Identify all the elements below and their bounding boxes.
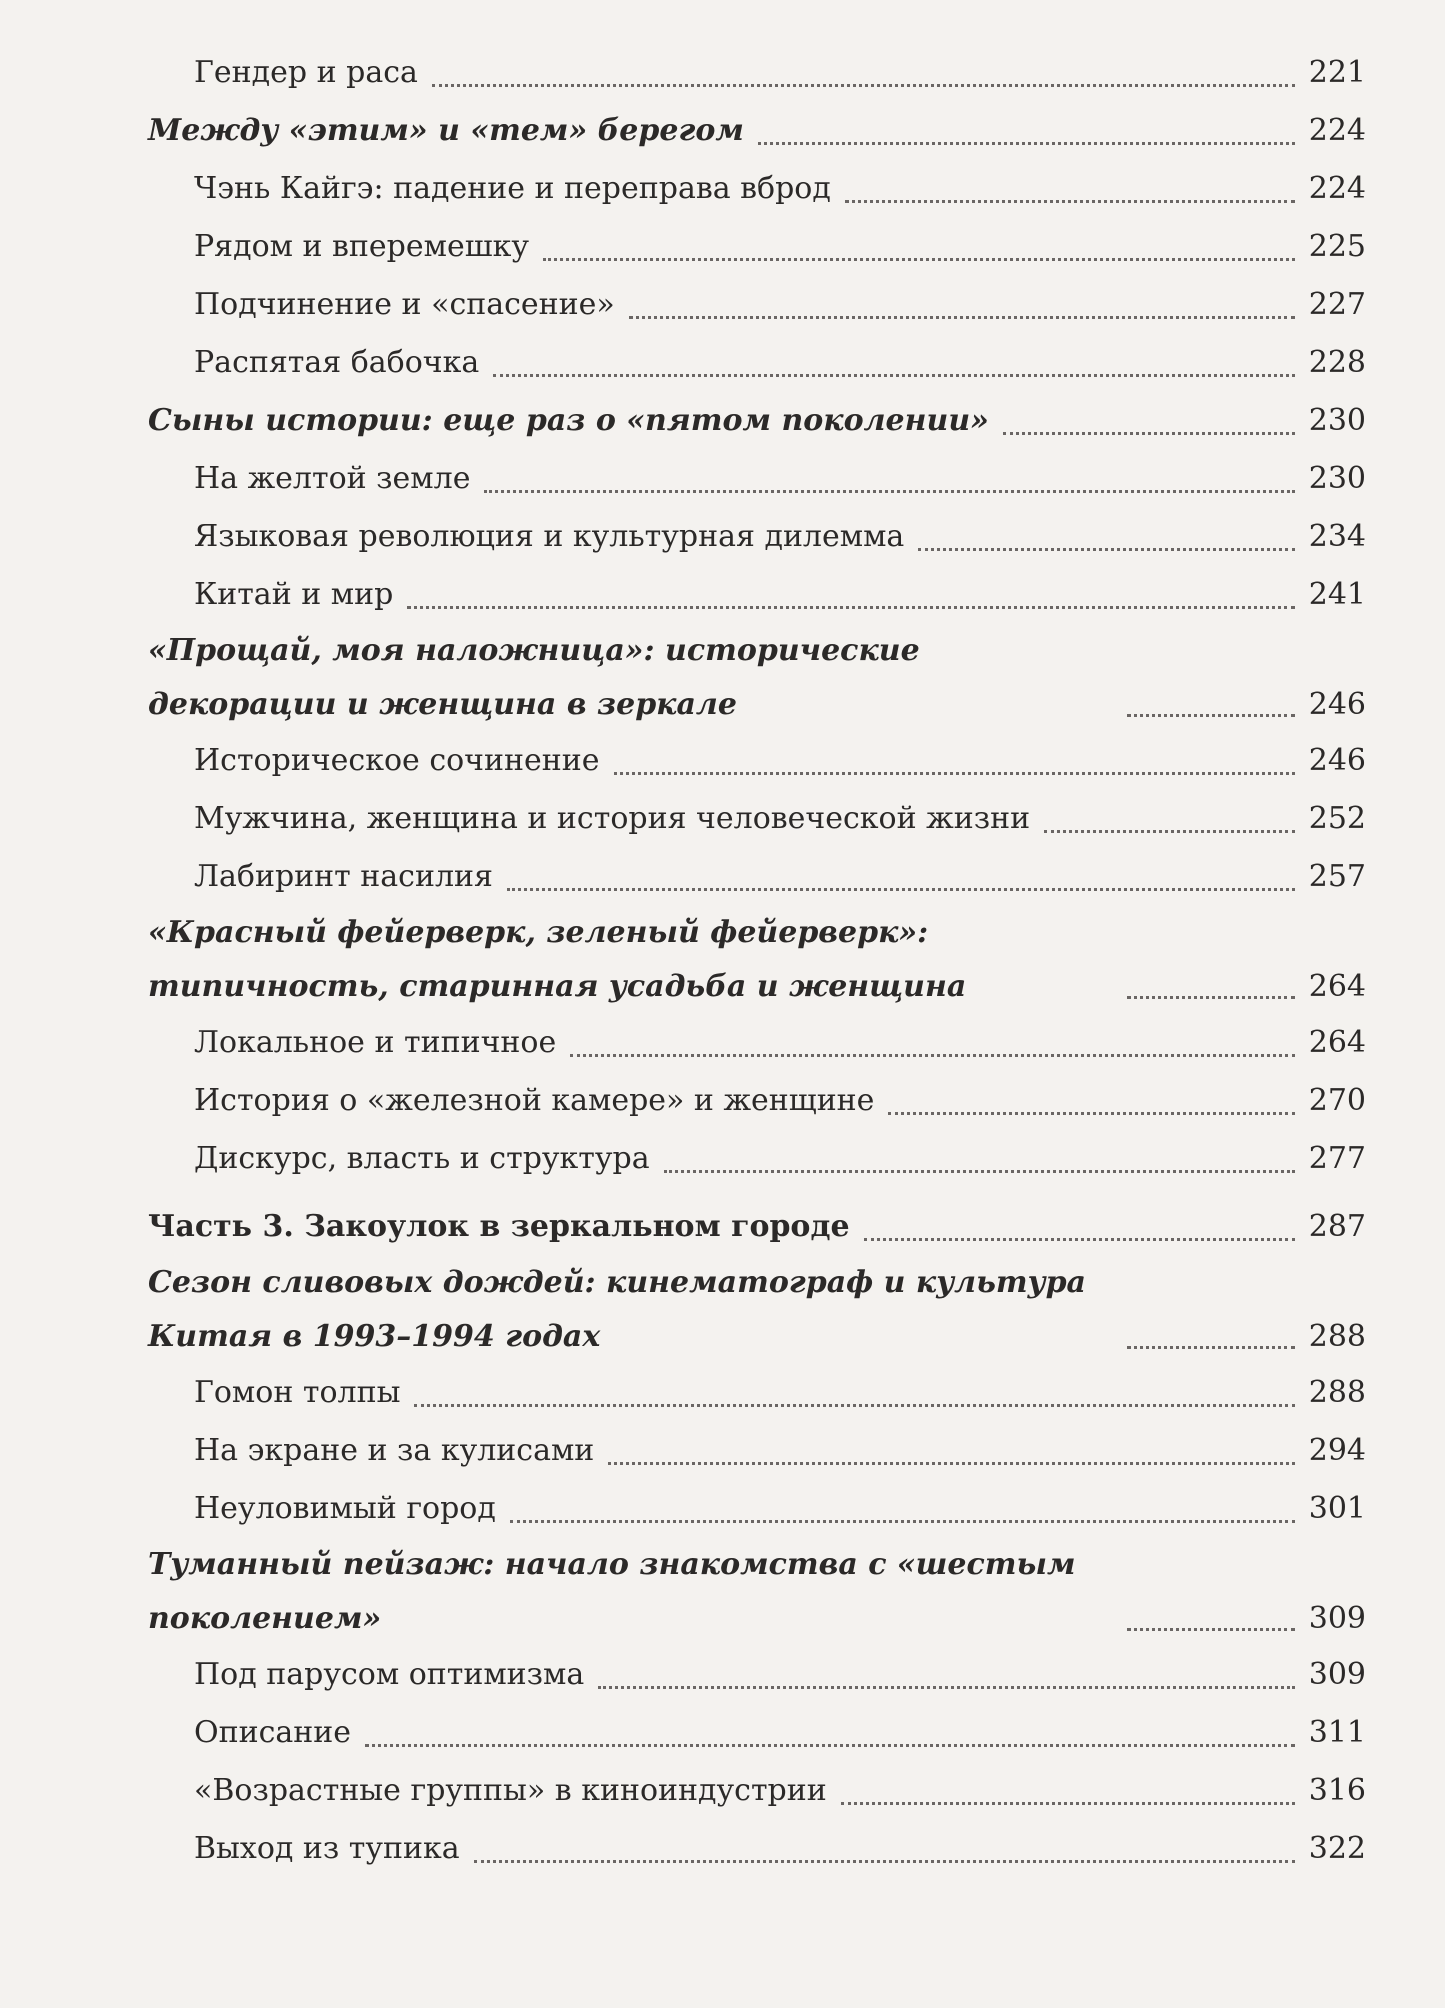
toc-entry [148,790,1366,848]
toc-entry-title: На желтой земле [194,461,471,496]
toc-entry [148,1480,1366,1538]
toc-entry-title: Лабиринт насилия [194,859,493,894]
dot-leader [629,316,1295,319]
toc-entry [148,566,1366,624]
toc-entry-title: Гомон толпы [194,1375,401,1410]
toc-entry-title: Описание [194,1715,352,1750]
dot-leader [474,1860,1295,1863]
toc-entry-title: Гендер и раса [194,55,418,90]
toc-entry [148,1014,1366,1072]
toc-entry [148,1762,1366,1820]
toc-entry [148,44,1366,102]
toc-entry-page-number: 224 [1308,113,1366,148]
dot-leader [1127,996,1295,999]
toc-entry-title: Дискурс, власть и структура [194,1141,650,1176]
dot-leader [1127,1628,1295,1631]
toc-entry [148,508,1366,566]
toc-entry-page-number: 288 [1308,1319,1366,1354]
toc-entry-title: Мужчина, женщина и история человеческой жизни [194,801,1031,836]
toc-entry-title: Подчинение и «спасение» [194,287,615,322]
dot-leader [864,1238,1295,1241]
toc-entry [148,1820,1366,1878]
toc-entry-title: «Возрастные группы» в киноиндустрии [194,1773,827,1808]
dot-leader [841,1802,1295,1805]
toc-entry [148,450,1366,508]
toc-entry [148,1364,1366,1422]
toc-entry-title: Часть 3. Закоулок в зеркальном городе [148,1209,850,1244]
dot-leader [365,1744,1295,1747]
toc-entry [148,1130,1366,1188]
dot-leader [1003,432,1295,435]
toc-entry-page-number: 287 [1308,1209,1366,1244]
dot-leader [570,1054,1295,1057]
toc-entry-page-number: 264 [1308,969,1366,1004]
toc-entry-page-number: 225 [1308,229,1366,264]
toc-entry-title: «Прощай, моя наложница»: исторические декорации и женщина в зеркале [148,633,920,722]
toc-entry-title: Локальное и типичное [194,1025,557,1060]
toc-entry [148,102,1366,160]
toc-entry-page-number: 270 [1308,1083,1366,1118]
dot-leader [1044,830,1295,833]
toc-entry-page-number: 221 [1308,55,1366,90]
toc-entry-title: Сезон сливовых дождей: кинематограф и культура Китая в 1993–1994 годах [148,1265,1086,1354]
toc-entry [148,1704,1366,1762]
toc-entry-page-number: 224 [1308,171,1366,206]
toc-entry-title: Чэнь Кайгэ: падение и переправа вброд [194,171,831,206]
toc-entry [148,1198,1366,1256]
dot-leader [845,200,1295,203]
toc-entry [148,906,1366,1014]
toc-entry-page-number: 316 [1308,1773,1366,1808]
toc-entry-page-number: 277 [1308,1141,1366,1176]
dot-leader [507,888,1295,891]
toc-entry [148,624,1366,732]
dot-leader [1127,714,1295,717]
toc-entry-page-number: 234 [1308,519,1366,554]
dot-leader [484,490,1294,493]
toc-entry-page-number: 246 [1308,743,1366,778]
toc-entry-page-number: 294 [1308,1433,1366,1468]
dot-leader [1127,1346,1295,1349]
toc-entry-page-number: 252 [1308,801,1366,836]
toc-entry-title: Рядом и вперемешку [194,229,530,264]
toc-entry-page-number: 311 [1308,1715,1366,1750]
toc-entry-page-number: 241 [1308,577,1366,612]
table-of-contents [148,44,1366,1878]
dot-leader [510,1520,1295,1523]
toc-entry-title: Под парусом оптимизма [194,1657,585,1692]
dot-leader [493,374,1294,377]
toc-entry-title: Между «этим» и «тем» берегом [148,113,744,148]
toc-entry [148,218,1366,276]
toc-entry [148,732,1366,790]
toc-entry [148,334,1366,392]
toc-entry-page-number: 309 [1308,1601,1366,1636]
toc-entry-page-number: 230 [1308,403,1366,438]
toc-entry-title: Сыны истории: еще раз о «пятом поколении» [148,403,989,438]
toc-entry-page-number: 264 [1308,1025,1366,1060]
toc-entry [148,1422,1366,1480]
dot-leader [598,1686,1294,1689]
toc-entry [148,276,1366,334]
dot-leader [414,1404,1294,1407]
toc-entry-title: На экране и за кулисами [194,1433,595,1468]
toc-entry-page-number: 227 [1308,287,1366,322]
toc-entry-page-number: 322 [1308,1831,1366,1866]
toc-entry [148,1256,1366,1364]
toc-entry-page-number: 288 [1308,1375,1366,1410]
toc-entry-page-number: 230 [1308,461,1366,496]
toc-entry-page-number: 246 [1308,687,1366,722]
toc-entry-title: Китай и мир [194,577,394,612]
dot-leader [614,772,1295,775]
toc-entry-title: Неуловимый город [194,1491,496,1526]
toc-entry [148,1538,1366,1646]
dot-leader [918,548,1294,551]
dot-leader [543,258,1295,261]
dot-leader [664,1170,1295,1173]
dot-leader [608,1462,1294,1465]
toc-entry-title: Выход из тупика [194,1831,460,1866]
toc-entry-page-number: 228 [1308,345,1366,380]
dot-leader [407,606,1294,609]
dot-leader [888,1112,1294,1115]
toc-entry-page-number: 257 [1308,859,1366,894]
toc-entry-title: Языковая революция и культурная дилемма [194,519,905,554]
dot-leader [758,142,1295,145]
toc-entry [148,1646,1366,1704]
toc-entry-page-number: 309 [1308,1657,1366,1692]
toc-entry-title: Распятая бабочка [194,345,480,380]
toc-entry [148,848,1366,906]
toc-entry-title: История о «железной камере» и женщине [194,1083,875,1118]
toc-entry-title: Туманный пейзаж: начало знакомства с «шестым поколением» [148,1547,1076,1636]
toc-entry [148,160,1366,218]
toc-entry-page-number: 301 [1308,1491,1366,1526]
toc-entry [148,1072,1366,1130]
toc-entry [148,392,1366,450]
toc-entry-title: «Красный фейерверк, зеленый фейерверк»: типичность, старинная усадьба и женщина [148,915,967,1004]
toc-entry-title: Историческое сочинение [194,743,600,778]
dot-leader [432,84,1295,87]
